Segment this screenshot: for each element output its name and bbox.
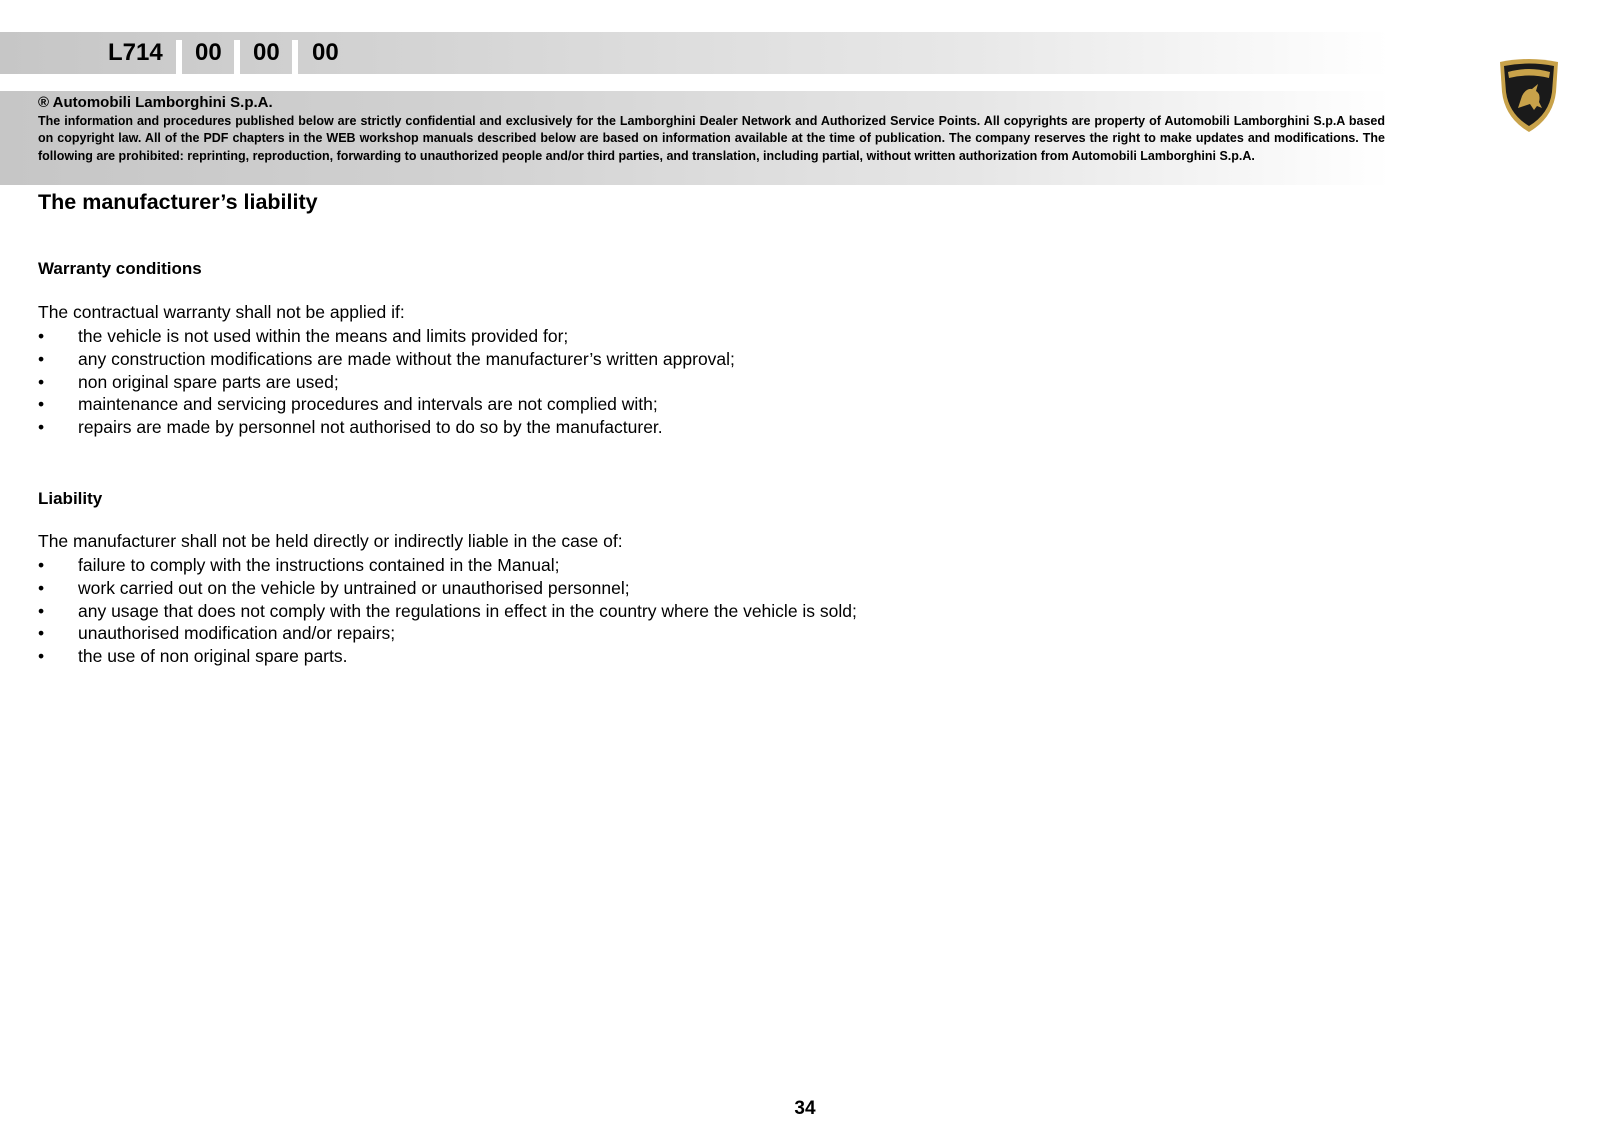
subgroup-code: 00 — [253, 39, 280, 66]
warranty-list — [38, 325, 735, 439]
lamborghini-logo — [1496, 58, 1562, 134]
bullet-icon: • — [38, 600, 45, 621]
page-number: 34 — [794, 1098, 816, 1119]
group-code: 00 — [195, 39, 222, 66]
bullet-icon: • — [38, 394, 45, 415]
copyright-title: ® Automobili Lamborghini S.p.A. — [38, 94, 273, 111]
model-code: L714 — [108, 39, 163, 66]
bullet-icon: • — [38, 371, 45, 392]
list-item: • work carried out on the vehicle by untrained or unauthorised personnel; — [38, 577, 630, 598]
list-item: • the vehicle is not used within the means and limits provided for; — [38, 326, 569, 346]
bullet-icon: • — [38, 348, 45, 369]
page-title: The manufacturer’s liability — [38, 190, 318, 214]
warranty-intro: The contractual warranty shall not be applied if: — [38, 302, 405, 322]
bullet-icon: • — [38, 555, 45, 575]
document-code-bar — [0, 32, 1390, 74]
list-item: • unauthorised modification and/or repairs; — [38, 623, 396, 644]
bullet-icon: • — [38, 417, 45, 438]
bullet-icon: • — [38, 326, 45, 346]
copyright-notice — [0, 91, 1390, 185]
section-code: 00 — [312, 39, 339, 66]
bullet-icon: • — [38, 623, 45, 644]
bullet-icon: • — [38, 646, 45, 667]
list-item: • failure to comply with the instructions contained in the Manual; — [38, 555, 560, 575]
list-item: • the use of non original spare parts. — [38, 646, 348, 667]
code-separator — [234, 40, 240, 74]
code-separator — [176, 40, 182, 74]
copyright-body: The information and procedures published below are strictly confidential and exclusively for the Lamborghini Dealer Network and Authorized Service Points. All copyrights are property of Automobili Lamborghini S.p.A based on copyright law. All of the PDF chapters in the WEB workshop manuals described below are based on information available at the time of publication. The company reserves the right to make updates and modifications. The following are prohibited: reprinting, reproduction, forwarding to unauthorized people and/or third parties, and translation, including partial, without written authorization from Automobili Lamborghini S.p.A. — [38, 114, 1385, 163]
warranty-heading: Warranty conditions — [38, 259, 202, 278]
code-separator — [292, 40, 298, 74]
list-item: • any construction modifications are made without the manufacturer’s written approval; — [38, 348, 735, 369]
liability-heading: Liability — [38, 489, 103, 508]
liability-intro: The manufacturer shall not be held directly or indirectly liable in the case of: — [38, 531, 623, 551]
liability-list — [38, 554, 857, 668]
list-item: • non original spare parts are used; — [38, 371, 339, 392]
list-item: • maintenance and servicing procedures and intervals are not complied with; — [38, 394, 658, 415]
list-item: • repairs are made by personnel not authorised to do so by the manufacturer. — [38, 417, 663, 438]
bullet-icon: • — [38, 577, 45, 598]
list-item: • any usage that does not comply with the regulations in effect in the country where the vehicle is sold; — [38, 600, 857, 621]
